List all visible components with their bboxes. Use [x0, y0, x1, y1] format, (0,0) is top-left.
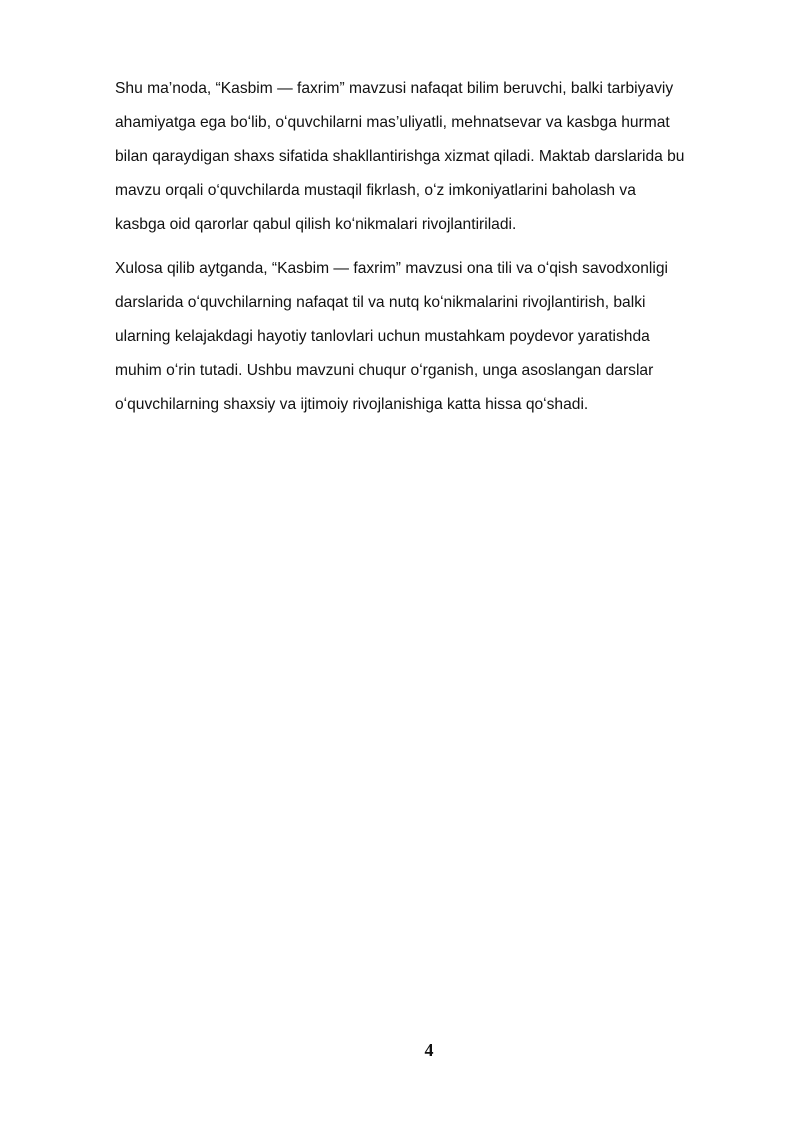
paragraph-2: [115, 252, 745, 422]
paragraph-line: ularning kelajakdagi hayotiy tanlovlari uchun mustahkam poydevor yaratishda: [115, 328, 650, 345]
paragraph-line: muhim oʻrin tutadi. Ushbu mavzuni chuqur oʻrganish, unga asoslangan darslar: [115, 362, 654, 379]
paragraph-line: bilan qaraydigan shaxs sifatida shakllantirishga xizmat qiladi. Maktab darslarida bu: [115, 148, 685, 165]
paragraph-line: oʻquvchilarning shaxsiy va ijtimoiy rivojlanishiga katta hissa qoʻshadi.: [115, 396, 589, 413]
paragraph-line: Shu ma’noda, “Kasbim — faxrim” mavzusi nafaqat bilim beruvchi, balki tarbiyaviy: [115, 80, 674, 97]
page-number: 4: [424, 1040, 434, 1060]
document-body: [115, 72, 745, 432]
paragraph-1: [115, 72, 745, 242]
paragraph-line: ahamiyatga ega boʻlib, oʻquvchilarni mas’uliyatli, mehnatsevar va kasbga hurmat: [115, 114, 670, 131]
paragraph-line: kasbga oid qarorlar qabul qilish koʻnikmalari rivojlantiriladi.: [115, 216, 517, 233]
paragraph-line: mavzu orqali o‘quvchilarda mustaqil fikrlash, oʻz imkoniyatlarini baholash va: [115, 182, 636, 199]
paragraph-line: darslarida oʻquvchilarning nafaqat til va nutq koʻnikmalarini rivojlantirish, balki: [115, 294, 646, 311]
paragraph-line: Xulosa qilib aytganda, “Kasbim — faxrim” mavzusi ona tili va oʻqish savodxonligi: [115, 260, 668, 277]
